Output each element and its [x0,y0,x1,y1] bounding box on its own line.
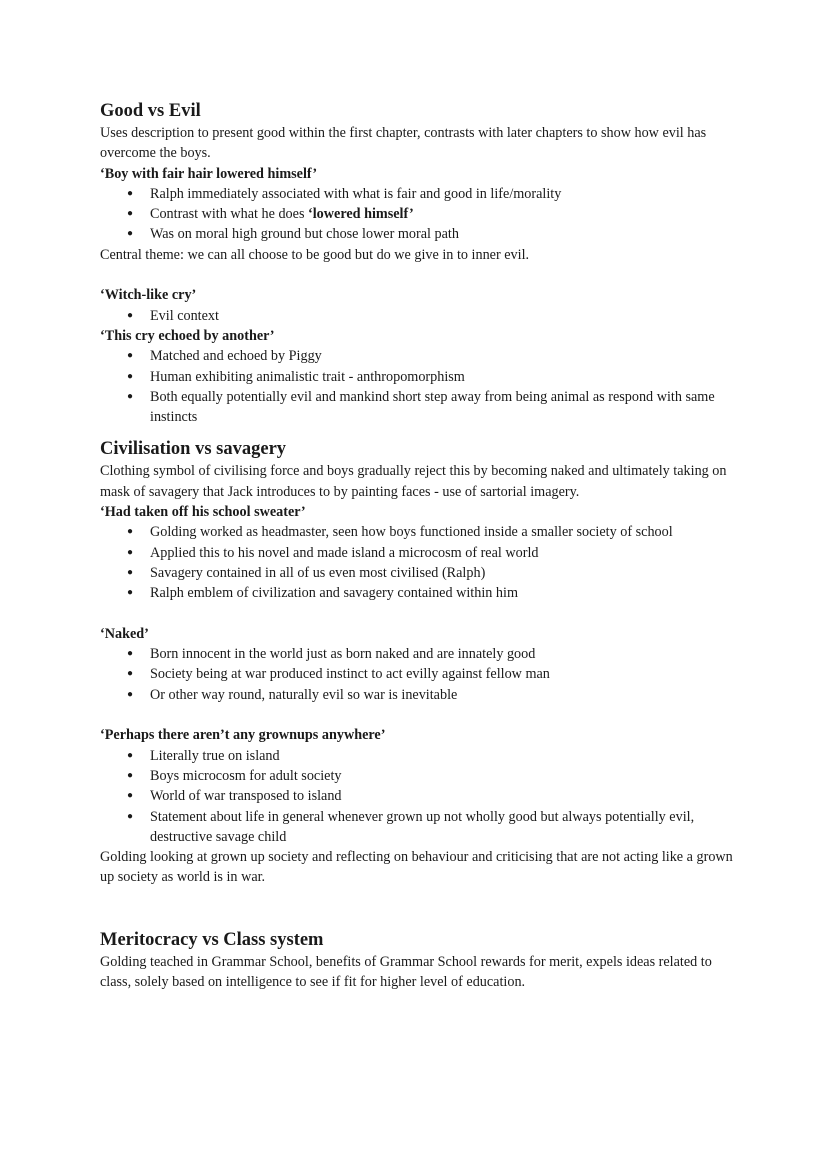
list-item [100,346,740,366]
civ-savagery-outro: Golding looking at grown up society and reflecting on behaviour and criticising that are not acting like a grown up society as world is in war. [100,849,733,886]
list-item-text: Or other way round, naturally evil so war is inevitable [150,686,458,703]
bullet-list [100,746,740,847]
bullet-list [100,522,740,603]
bullet-icon: ● [127,668,134,680]
list-item [100,306,740,326]
quote-witch-like-cry: ‘Witch-like cry’ [100,287,197,304]
bullet-icon: ● [127,566,134,578]
list-item [100,664,740,684]
good-evil-intro: Uses description to present good within the first chapter, contrasts with later chapters to show how evil has overcome the boys. [100,125,707,162]
quote-boy-fair-hair: ‘Boy with fair hair lowered himself’ [100,165,318,182]
list-item [100,786,740,806]
list-item [100,766,740,786]
list-item-text: Statement about life in general whenever grown up not wholly good but always potentially evil, destructive savage child [150,808,695,845]
list-item-text: Ralph immediately associated with what is fair and good in life/morality [150,185,562,202]
bullet-list [100,644,740,705]
list-item-bold-quote: ‘lowered himself’ [308,206,414,223]
bullet-icon: ● [127,769,134,781]
list-item-text: World of war transposed to island [150,788,342,805]
bullet-icon: ● [127,228,134,240]
list-item [100,184,740,204]
central-theme: Central theme: we can all choose to be good but do we give in to inner evil. [100,246,530,263]
list-item-text: Both equally potentially evil and mankind short step away from being animal as respond with same instincts [150,388,715,426]
list-item [100,387,740,428]
bullet-icon: ● [127,390,134,402]
list-item [100,746,740,766]
list-item [100,644,740,664]
bullet-icon: ● [127,350,134,362]
list-item [100,224,740,244]
list-item [100,807,740,848]
list-item-text: Human exhibiting animalistic trait - anthropomorphism [150,368,465,385]
heading-civilisation-vs-savagery: Civilisation vs savagery [100,439,287,460]
list-item-text: Savagery contained in all of us even most civilised (Ralph) [150,564,486,581]
list-item-text: Applied this to his novel and made island a microcosm of real world [150,544,539,561]
bullet-icon: ● [127,810,134,822]
bullet-icon: ● [127,749,134,761]
list-item-text: Golding worked as headmaster, seen how boys functioned inside a smaller society of school [150,524,673,541]
list-item-text: Society being at war produced instinct to act evilly against fellow man [150,666,550,683]
quote-school-sweater: ‘Had taken off his school sweater’ [100,504,306,521]
bullet-icon: ● [127,790,134,802]
bullet-icon: ● [127,648,134,660]
meritocracy-intro: Golding teached in Grammar School, benefits of Grammar School rewards for merit, expels ideas related to class, solely based on intelligence to see if fit for higher level of education. [100,953,712,990]
bullet-icon: ● [127,370,134,382]
bullet-icon: ● [127,688,134,700]
quote-no-grownups: ‘Perhaps there aren’t any grownups anywhere’ [100,727,386,744]
list-item-text: Evil context [150,307,219,324]
bullet-list [100,184,740,245]
civ-savagery-intro: Clothing symbol of civilising force and boys gradually reject this by becoming naked and ultimately taking on mask of savagery that Jack introduces to by painting faces - use of sartorial imagery. [100,463,727,500]
list-item [100,543,740,563]
heading-meritocracy-vs-class: Meritocracy vs Class system [100,929,324,950]
quote-cry-echoed: ‘This cry echoed by another’ [100,327,275,344]
bullet-list [100,346,740,427]
bullet-icon: ● [127,208,134,220]
list-item-text: Boys microcosm for adult society [150,767,342,784]
bullet-list [100,306,740,326]
list-item [100,522,740,542]
bullet-icon: ● [127,526,134,538]
quote-naked: ‘Naked’ [100,625,149,642]
list-item [100,367,740,387]
bullet-icon: ● [127,587,134,599]
list-item [100,583,740,603]
heading-good-vs-evil: Good vs Evil [100,101,201,121]
list-item-text: Born innocent in the world just as born naked and are innately good [150,646,536,663]
list-item [100,204,740,224]
list-item-text: Was on moral high ground but chose lower moral path [150,226,459,243]
list-item-text: Matched and echoed by Piggy [150,348,322,365]
list-item [100,563,740,583]
list-item [100,685,740,705]
bullet-icon: ● [127,187,134,199]
list-item-text: Ralph emblem of civilization and savagery contained within him [150,585,518,602]
list-item-text: Contrast with what he does [150,206,309,223]
document-body [100,99,740,992]
bullet-icon: ● [127,546,134,558]
list-item-text: Literally true on island [150,747,280,764]
bullet-icon: ● [127,309,134,321]
